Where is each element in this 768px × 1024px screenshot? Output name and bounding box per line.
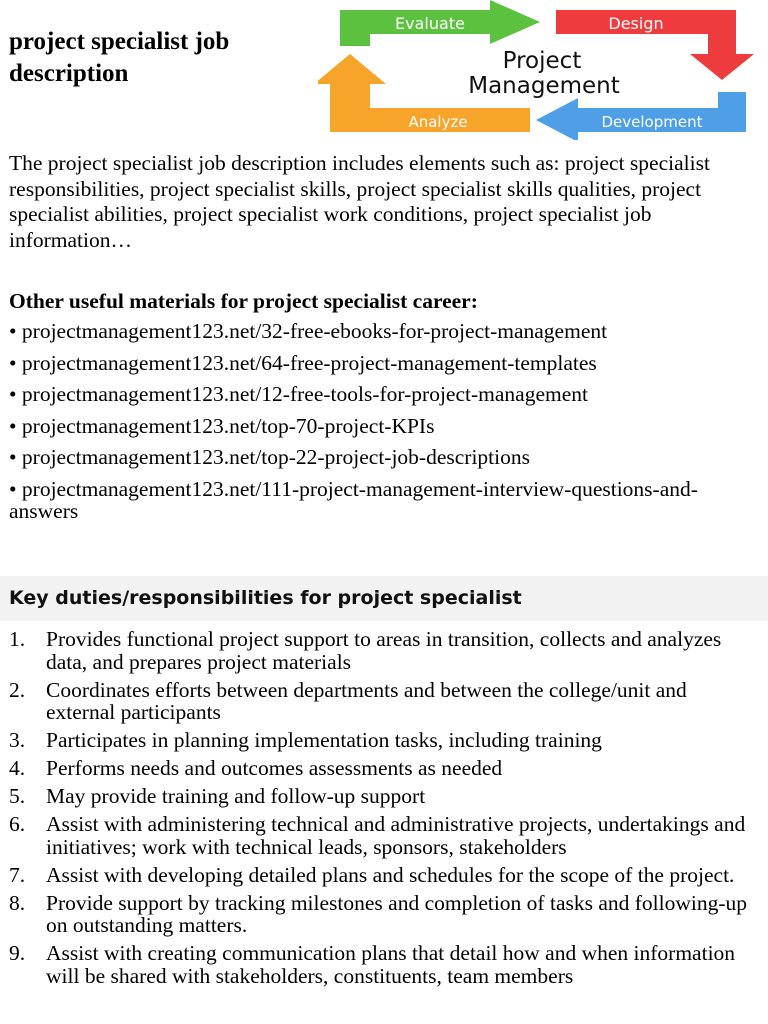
duty-number: 7.: [9, 862, 26, 887]
materials-link-list: [9, 320, 763, 531]
duty-number: 3.: [9, 728, 26, 752]
project-label: Project: [502, 48, 582, 74]
bullet: •: [9, 350, 17, 375]
link-text[interactable]: projectmanagement123.net/32-free-ebooks-for-project-management: [21, 319, 608, 343]
link-text[interactable]: projectmanagement123.net/111-project-management-interview-questions-and-answers: [9, 476, 698, 523]
link-text[interactable]: projectmanagement123.net/12-free-tools-for-project-management: [21, 382, 588, 406]
duty-item: [9, 679, 759, 724]
duty-text: Assist with administering technical and administrative projects, undertakings and initiatives; work with technical leads, sponsors, stakeholders: [46, 812, 746, 859]
duty-number: 5.: [9, 784, 26, 808]
bullet: •: [9, 476, 17, 501]
duty-text: Assist with developing detailed plans and schedules for the scope of the project.: [46, 862, 735, 887]
duty-text: May provide training and follow-up support: [46, 784, 426, 808]
duty-number: 4.: [9, 756, 26, 780]
duty-number: 8.: [9, 890, 26, 915]
link-text[interactable]: projectmanagement123.net/top-22-project-job-descriptions: [21, 445, 530, 469]
evaluate-label: Evaluate: [395, 14, 465, 33]
materials-heading: Other useful materials for project specialist career:: [9, 289, 478, 313]
duty-text: Performs needs and outcomes assessments as needed: [46, 756, 503, 780]
duty-text: Assist with creating communication plans that detail how and when information will be shared with stakeholders, constituents, team members: [46, 941, 736, 988]
bullet: •: [9, 319, 17, 343]
analyze-label: Analyze: [408, 113, 468, 131]
page-title: project specialist job description: [9, 28, 230, 87]
list-item[interactable]: [9, 446, 763, 468]
list-item[interactable]: [9, 320, 763, 342]
duty-item: [9, 729, 759, 752]
intro-paragraph: The project specialist job description includes elements such as: project specialist responsibilities, project specialist skills, project specialist skills qualities, project specialist abilities, project specialist work conditions, project specialist job information…: [9, 151, 710, 252]
duties-list: [9, 628, 759, 993]
development-label: Development: [601, 113, 703, 131]
duty-item: [9, 892, 759, 937]
list-item[interactable]: [9, 415, 763, 437]
bullet: •: [9, 382, 17, 406]
duty-item: [9, 757, 759, 780]
link-text[interactable]: projectmanagement123.net/top-70-project-KPIs: [21, 413, 435, 438]
list-item[interactable]: [9, 478, 763, 522]
bullet: •: [9, 413, 17, 438]
list-item[interactable]: [9, 352, 763, 374]
duty-item: [9, 628, 759, 673]
bullet: •: [9, 445, 17, 469]
list-item[interactable]: [9, 383, 763, 405]
link-text[interactable]: projectmanagement123.net/64-free-project-management-templates: [21, 350, 597, 375]
duty-text: Coordinates efforts between departments and between the college/unit and external participants: [46, 677, 687, 724]
duty-text: Provides functional project support to areas in transition, collects and analyzes data, and prepares project materials: [46, 627, 722, 674]
duty-item: [9, 785, 759, 808]
duty-number: 6.: [9, 812, 26, 836]
duty-item: [9, 813, 759, 858]
project-management-cycle-logo: [318, 0, 768, 140]
duty-text: Provide support by tracking milestones and completion of tasks and following-up on outstanding matters.: [46, 890, 748, 937]
management-label: Management: [468, 73, 620, 99]
duty-number: 2.: [9, 677, 26, 702]
duty-item: [9, 864, 759, 887]
duty-number: 1.: [9, 627, 26, 651]
duties-heading: Key duties/responsibilities for project specialist: [9, 587, 522, 609]
duty-number: 9.: [9, 941, 26, 965]
duty-text: Participates in planning implementation tasks, including training: [46, 728, 602, 752]
duty-item: [9, 942, 759, 987]
design-label: Design: [608, 14, 664, 33]
